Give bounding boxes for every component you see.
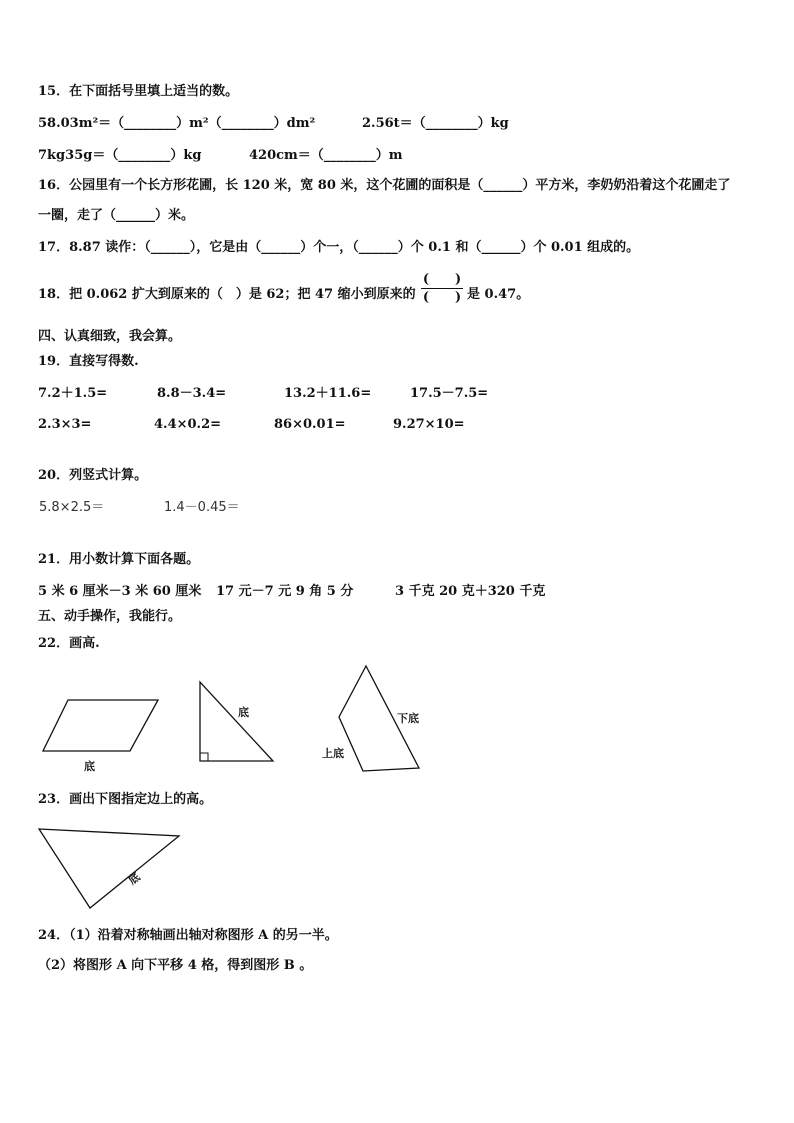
q23-figure[interactable] (0, 820, 794, 920)
q20-title: 20．列竖式计算。 (38, 468, 148, 483)
q19-item[interactable]: 13.2＋11.6= (284, 386, 372, 401)
q21-item[interactable]: 5 米 6 厘米－3 米 60 厘米 (38, 584, 202, 599)
right-triangle-shape (200, 682, 273, 761)
q19-item[interactable]: 4.4×0.2= (154, 417, 222, 432)
q16-line-2[interactable]: 一圈，走了（______）米。 (38, 208, 195, 223)
q17-text[interactable]: 17．8.87 读作：（______），它是由（______）个一，（______）个 0.1 和（______）个 0.01 组成的。 (38, 240, 640, 255)
q18-text-a[interactable]: 18．把 0.062 扩大到原来的（ ）是 62；把 47 缩小到原来的 (38, 287, 416, 302)
q19-item[interactable]: 2.3×3= (38, 417, 92, 432)
q16-line-1[interactable]: 16．公园里有一个长方形花圃，长 120 米，宽 80 米，这个花圃的面积是（______）平方米，李奶奶沿着这个花圃走了 (38, 178, 731, 193)
q24-part-1: 24．（1）沿着对称轴画出轴对称图形 A 的另一半。 (38, 928, 338, 943)
q19-item[interactable]: 9.27×10= (393, 417, 465, 432)
fraction-numerator: ( ) (422, 272, 462, 287)
triangle-base-label: 底 (125, 870, 143, 888)
section-4-title: 四、认真细致，我会算。 (38, 329, 182, 344)
trapezoid-lower-base-label: 下底 (397, 712, 419, 725)
q15-blank-4[interactable]: 420cm＝（________）m (249, 148, 403, 163)
q21-item[interactable]: 17 元－7 元 9 角 5 分 (216, 584, 354, 599)
q20-item[interactable]: 5.8×2.5＝ (39, 500, 105, 515)
q18-fraction[interactable] (421, 272, 463, 305)
q15-title: 15．在下面括号里填上适当的数。 (38, 84, 239, 99)
q19-item[interactable]: 17.5－7.5= (410, 386, 489, 401)
q19-item[interactable]: 86×0.01= (274, 417, 346, 432)
q15-blank-1[interactable]: 58.03m²＝（________）m²（________）dm² (38, 116, 316, 131)
right-triangle-base-label: 底 (238, 706, 249, 719)
q19-item[interactable]: 8.8－3.4= (157, 386, 227, 401)
parallelogram-base-label: 底 (84, 760, 95, 773)
parallelogram-shape (43, 700, 158, 751)
fraction-bar (421, 288, 463, 289)
q24-part-2: （2）将图形 A 向下平移 4 格，得到图形 B 。 (38, 958, 313, 973)
q21-item[interactable]: 3 千克 20 克＋320 千克 (395, 584, 546, 599)
fraction-denominator: ( ) (422, 290, 462, 305)
q18-text-b: 是 0.47。 (467, 287, 530, 302)
section-5-title: 五、动手操作，我能行。 (38, 609, 182, 624)
q22-figures[interactable] (0, 660, 794, 800)
right-angle-mark (200, 753, 208, 761)
q15-blank-3[interactable]: 7kg35g＝（________）kg (38, 148, 202, 163)
triangle-shape (39, 829, 179, 908)
q19-title: 19．直接写得数. (38, 354, 139, 369)
q22-title: 22．画高. (38, 636, 100, 651)
q19-item[interactable]: 7.2＋1.5= (38, 386, 108, 401)
q21-title: 21．用小数计算下面各题。 (38, 552, 200, 567)
q15-blank-2[interactable]: 2.56t＝（________）kg (362, 116, 509, 131)
trapezoid-upper-base-label: 上底 (322, 747, 344, 760)
q23-title: 23．画出下图指定边上的高。 (38, 792, 213, 807)
q20-item[interactable]: 1.4－0.45＝ (164, 500, 240, 515)
